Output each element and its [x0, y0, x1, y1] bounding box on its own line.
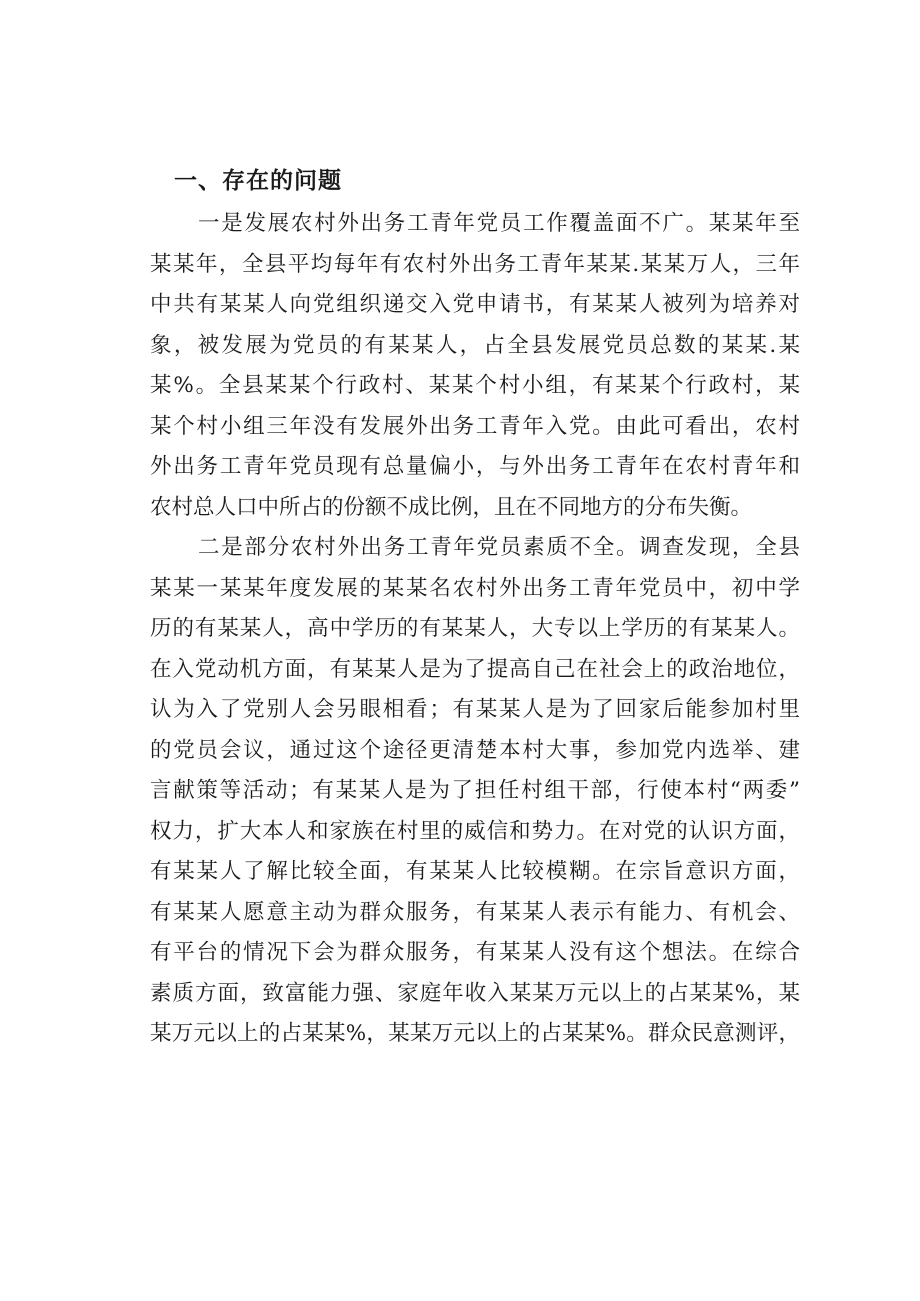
text-line: 认为入了党别人会另眼相看；有某某人是为了回家后能参加村里: [150, 697, 800, 722]
text-line: 某万元以上的占某某%，某某万元以上的占某某%。群众民意测评，: [150, 1021, 800, 1046]
text-line: 外出务工青年党员现有总量偏小，与外出务工青年在农村青年和: [150, 454, 800, 479]
paragraph-1: [150, 204, 800, 528]
text-line: 的党员会议，通过这个途径更清楚本村大事，参加党内选举、建: [150, 737, 800, 763]
text-line: 二是部分农村外出务工青年党员素质不全。调查发现，全县: [198, 535, 800, 560]
text-line: 某个村小组三年没有发展外出务工青年入党。由此可看出，农村: [150, 413, 800, 439]
text-line: 象，被发展为党员的有某某人，占全县发展党员总数的某某.某: [150, 332, 800, 358]
text-line: 权力，扩大本人和家族在村里的威信和势力。在对党的认识方面，: [150, 818, 800, 844]
document-body: [150, 158, 800, 1055]
section-heading: 一、存在的问题: [174, 168, 342, 194]
text-line: 一是发展农村外出务工青年党员工作覆盖面不广。某某年至: [198, 211, 800, 236]
text-line: 有某某人了解比较全面，有某某人比较模糊。在宗旨意识方面，: [150, 859, 800, 884]
text-line: 某某年，全县平均每年有农村外出务工青年某某.某某万人，三年: [150, 251, 800, 277]
text-line: 素质方面，致富能力强、家庭年收入某某万元以上的占某某%，某: [150, 980, 800, 1006]
paragraph-2: [150, 528, 800, 1055]
text-line: 历的有某某人，高中学历的有某某人，大专以上学历的有某某人。: [150, 616, 800, 641]
text-line: 言献策等活动；有某某人是为了担任村组干部，行使本村“两委”: [150, 778, 800, 803]
text-line: 有某某人愿意主动为群众服务，有某某人表示有能力、有机会、: [150, 899, 800, 925]
text-line: 某某一某某年度发展的某某名农村外出务工青年党员中，初中学: [150, 575, 800, 601]
text-line: 在入党动机方面，有某某人是为了提高自己在社会上的政治地位，: [150, 656, 800, 682]
text-line: 某%。全县某某个行政村、某某个村小组，有某某个行政村，某: [150, 373, 800, 398]
text-line: 中共有某某人向党组织递交入党申请书，有某某人被列为培养对: [150, 292, 800, 317]
text-line: 有平台的情况下会为群众服务，有某某人没有这个想法。在综合: [150, 940, 800, 965]
text-line: 农村总人口中所占的份额不成比例，且在不同地方的分布失衡。: [150, 494, 753, 520]
